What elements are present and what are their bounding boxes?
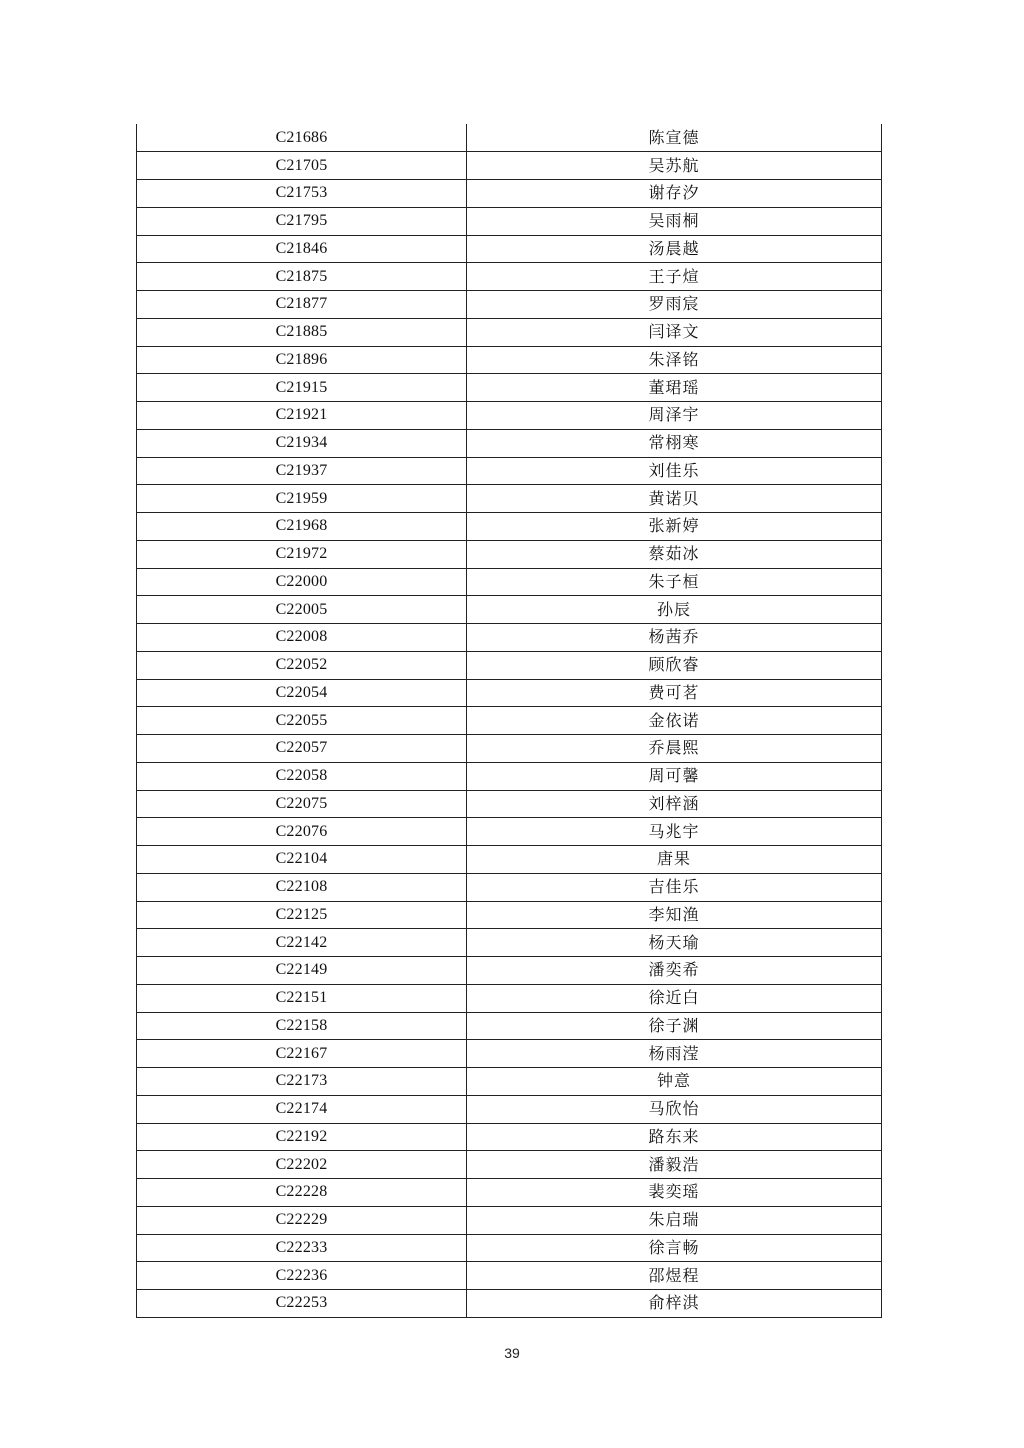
- student-name-cell: 孙辰: [467, 596, 882, 624]
- student-id-cell: C22075: [137, 790, 467, 818]
- page-number: 39: [504, 1345, 520, 1361]
- table-row: [137, 901, 882, 929]
- student-id-cell: C22000: [137, 568, 467, 596]
- student-name-cell: 潘毅浩: [467, 1151, 882, 1179]
- table-row: [137, 1290, 882, 1318]
- table-row: [137, 624, 882, 652]
- table-row: [137, 984, 882, 1012]
- student-name-cell: 谢存汐: [467, 180, 882, 208]
- table-row: [137, 873, 882, 901]
- table-row: [137, 957, 882, 985]
- student-name-cell: 杨天瑜: [467, 929, 882, 957]
- student-name-cell: 顾欣睿: [467, 651, 882, 679]
- table-row: [137, 540, 882, 568]
- student-name-cell: 路东来: [467, 1123, 882, 1151]
- student-id-cell: C22236: [137, 1262, 467, 1290]
- student-id-cell: C21934: [137, 429, 467, 457]
- table-row: [137, 1262, 882, 1290]
- table-row: [137, 1068, 882, 1096]
- table-row: [137, 1040, 882, 1068]
- student-id-cell: C22104: [137, 846, 467, 874]
- student-id-cell: C22233: [137, 1234, 467, 1262]
- student-name-cell: 汤晨越: [467, 235, 882, 263]
- table-row: [137, 707, 882, 735]
- table-row: [137, 679, 882, 707]
- table-row: [137, 485, 882, 513]
- student-id-cell: C21877: [137, 291, 467, 319]
- student-name-cell: 朱泽铭: [467, 346, 882, 374]
- roster-table: [136, 124, 882, 1318]
- student-id-cell: C21896: [137, 346, 467, 374]
- table-row: [137, 651, 882, 679]
- student-name-cell: 徐近白: [467, 984, 882, 1012]
- table-row: [137, 1179, 882, 1207]
- student-name-cell: 刘梓涵: [467, 790, 882, 818]
- student-id-cell: C22173: [137, 1068, 467, 1096]
- table-row: [137, 1095, 882, 1123]
- student-name-cell: 徐言畅: [467, 1234, 882, 1262]
- table-row: [137, 457, 882, 485]
- student-name-cell: 周泽宇: [467, 402, 882, 430]
- student-name-cell: 陈宣德: [467, 124, 882, 152]
- student-id-cell: C22158: [137, 1012, 467, 1040]
- student-id-cell: C22005: [137, 596, 467, 624]
- student-id-cell: C22192: [137, 1123, 467, 1151]
- table-row: [137, 291, 882, 319]
- table-row: [137, 346, 882, 374]
- student-id-cell: C22229: [137, 1206, 467, 1234]
- student-name-cell: 费可茗: [467, 679, 882, 707]
- table-row: [137, 152, 882, 180]
- table-row: [137, 513, 882, 541]
- table-row: [137, 790, 882, 818]
- student-id-cell: C21972: [137, 540, 467, 568]
- student-id-cell: C22125: [137, 901, 467, 929]
- student-id-cell: C21753: [137, 180, 467, 208]
- student-name-cell: 王子煊: [467, 263, 882, 291]
- student-id-cell: C22151: [137, 984, 467, 1012]
- roster-table-body: [137, 124, 882, 1317]
- student-name-cell: 邵煜程: [467, 1262, 882, 1290]
- student-id-cell: C21795: [137, 207, 467, 235]
- student-name-cell: 杨茜乔: [467, 624, 882, 652]
- student-id-cell: C22008: [137, 624, 467, 652]
- student-name-cell: 蔡茹冰: [467, 540, 882, 568]
- table-row: [137, 596, 882, 624]
- student-id-cell: C22167: [137, 1040, 467, 1068]
- student-name-cell: 常栩寒: [467, 429, 882, 457]
- table-row: [137, 263, 882, 291]
- student-name-cell: 朱子桓: [467, 568, 882, 596]
- student-name-cell: 吴雨桐: [467, 207, 882, 235]
- student-id-cell: C21846: [137, 235, 467, 263]
- table-row: [137, 762, 882, 790]
- student-id-cell: C22076: [137, 818, 467, 846]
- student-name-cell: 周可馨: [467, 762, 882, 790]
- student-name-cell: 杨雨滢: [467, 1040, 882, 1068]
- table-row: [137, 235, 882, 263]
- student-name-cell: 刘佳乐: [467, 457, 882, 485]
- student-name-cell: 吴苏航: [467, 152, 882, 180]
- student-name-cell: 唐果: [467, 846, 882, 874]
- table-row: [137, 1206, 882, 1234]
- table-row: [137, 568, 882, 596]
- student-id-cell: C22058: [137, 762, 467, 790]
- student-id-cell: C21968: [137, 513, 467, 541]
- table-row: [137, 1012, 882, 1040]
- table-row: [137, 929, 882, 957]
- student-id-cell: C22202: [137, 1151, 467, 1179]
- student-name-cell: 闫译文: [467, 318, 882, 346]
- student-id-cell: C21705: [137, 152, 467, 180]
- student-name-cell: 黄诺贝: [467, 485, 882, 513]
- student-name-cell: 马兆宇: [467, 818, 882, 846]
- table-row: [137, 846, 882, 874]
- table-row: [137, 1151, 882, 1179]
- student-id-cell: C21885: [137, 318, 467, 346]
- student-id-cell: C21959: [137, 485, 467, 513]
- student-name-cell: 钟意: [467, 1068, 882, 1096]
- student-name-cell: 马欣怡: [467, 1095, 882, 1123]
- student-id-cell: C22149: [137, 957, 467, 985]
- student-id-cell: C22057: [137, 735, 467, 763]
- student-name-cell: 潘奕希: [467, 957, 882, 985]
- table-row: [137, 318, 882, 346]
- student-name-cell: 金依诺: [467, 707, 882, 735]
- student-name-cell: 李知渔: [467, 901, 882, 929]
- table-row: [137, 735, 882, 763]
- student-id-cell: C21921: [137, 402, 467, 430]
- student-id-cell: C21875: [137, 263, 467, 291]
- student-name-cell: 俞梓淇: [467, 1290, 882, 1318]
- table-row: [137, 124, 882, 152]
- student-name-cell: 朱启瑞: [467, 1206, 882, 1234]
- table-row: [137, 402, 882, 430]
- student-id-cell: C21686: [137, 124, 467, 152]
- student-id-cell: C21915: [137, 374, 467, 402]
- student-id-cell: C22055: [137, 707, 467, 735]
- student-name-cell: 裴奕瑶: [467, 1179, 882, 1207]
- student-id-cell: C22174: [137, 1095, 467, 1123]
- table-row: [137, 818, 882, 846]
- student-id-cell: C22054: [137, 679, 467, 707]
- student-id-cell: C21937: [137, 457, 467, 485]
- student-id-cell: C22052: [137, 651, 467, 679]
- student-id-cell: C22253: [137, 1290, 467, 1318]
- table-row: [137, 207, 882, 235]
- table-row: [137, 374, 882, 402]
- student-name-cell: 吉佳乐: [467, 873, 882, 901]
- table-row: [137, 180, 882, 208]
- table-row: [137, 1123, 882, 1151]
- student-name-cell: 徐子渊: [467, 1012, 882, 1040]
- student-name-cell: 罗雨宸: [467, 291, 882, 319]
- table-row: [137, 429, 882, 457]
- table-row: [137, 1234, 882, 1262]
- student-id-cell: C22142: [137, 929, 467, 957]
- student-id-cell: C22108: [137, 873, 467, 901]
- student-id-cell: C22228: [137, 1179, 467, 1207]
- student-name-cell: 乔晨熙: [467, 735, 882, 763]
- student-name-cell: 张新婷: [467, 513, 882, 541]
- student-name-cell: 董珺瑶: [467, 374, 882, 402]
